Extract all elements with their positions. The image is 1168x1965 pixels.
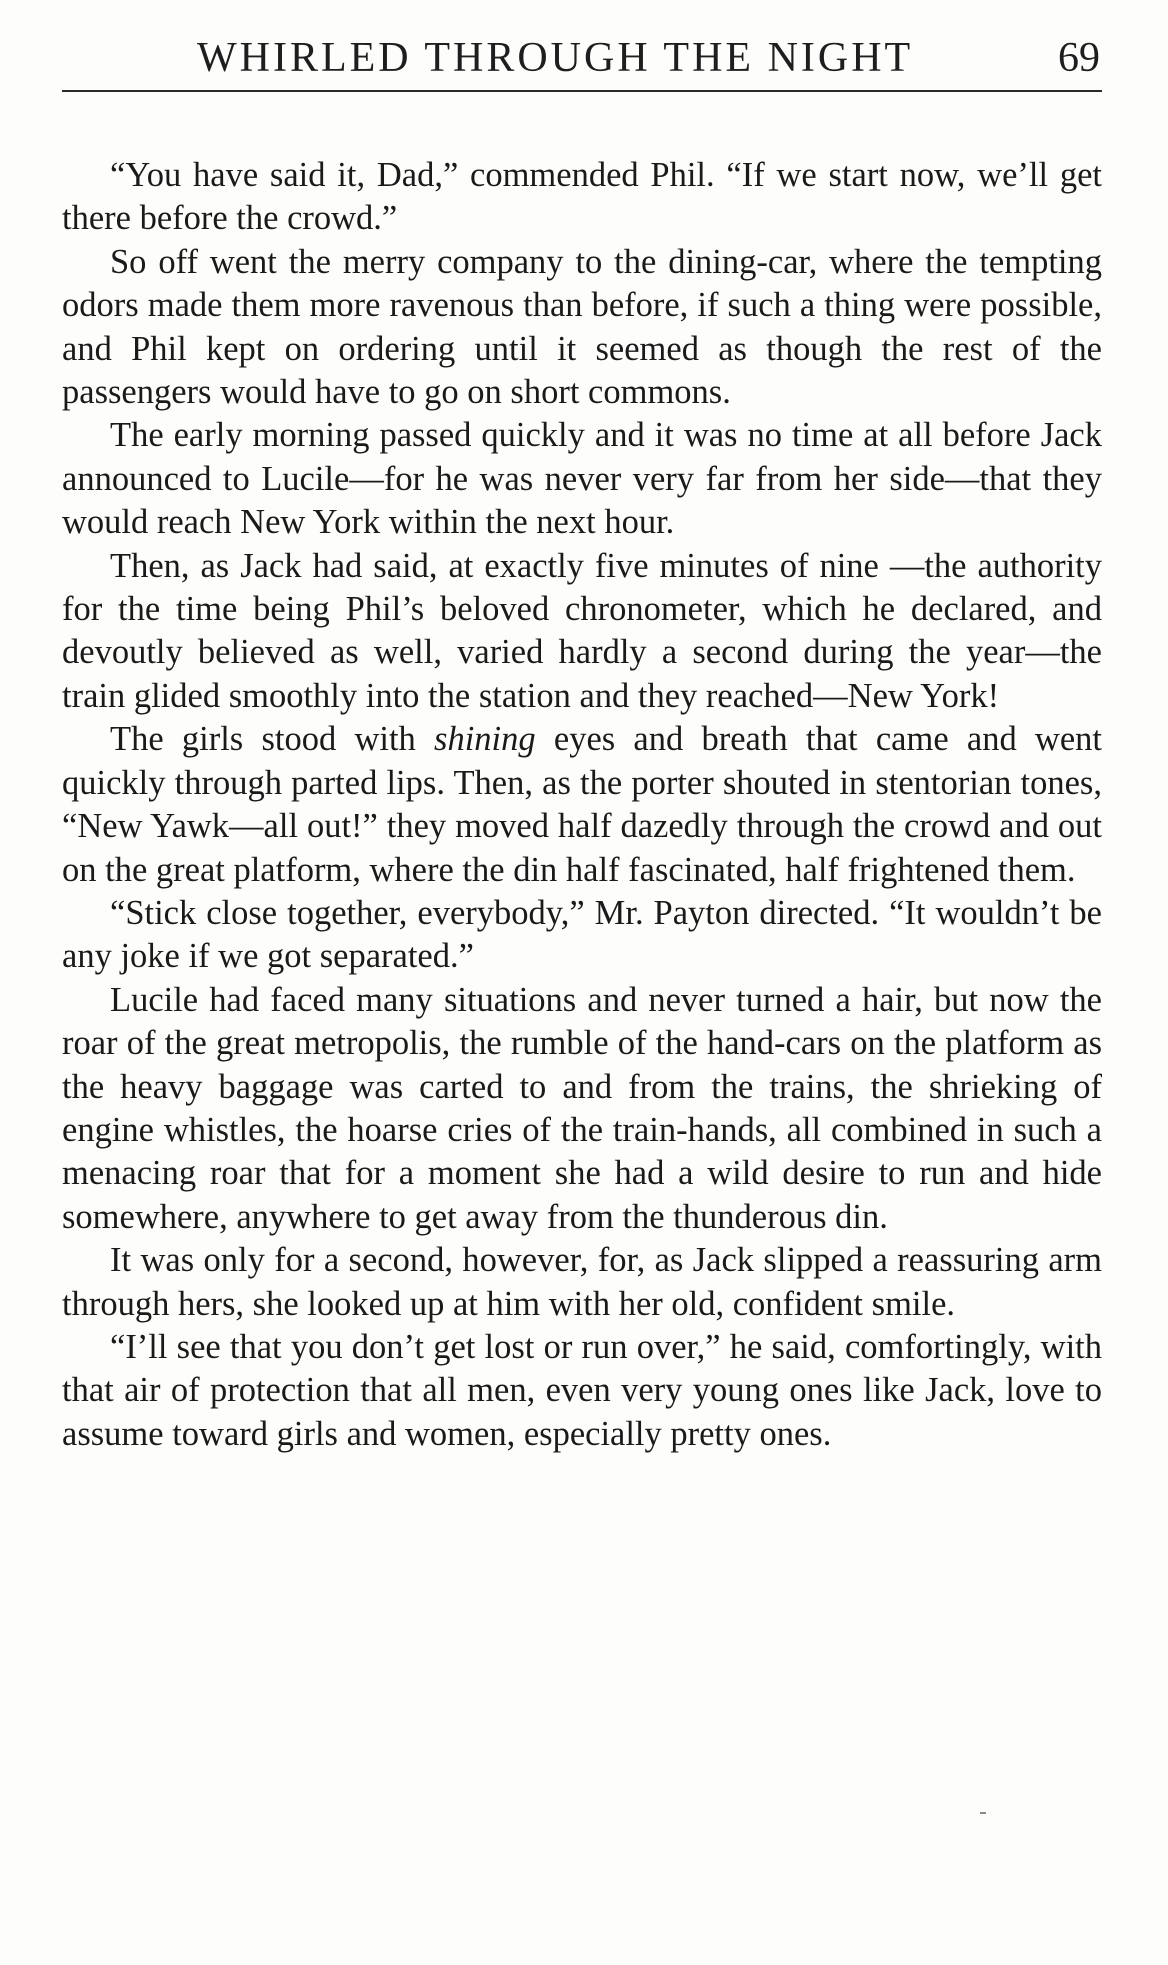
running-header [62, 30, 1102, 92]
paragraph-6: “Stick close together, everybody,” Mr. Payton directed. “It wouldn’t be any joke if we got separated.” [62, 893, 1102, 976]
paragraph-5-part1: The girls stood with [110, 720, 435, 759]
running-title: WHIRLED THROUGH THE NIGHT [197, 35, 914, 81]
print-speck [980, 1812, 986, 1814]
paragraph-8: It was only for a second, however, for, as Jack slipped a reassuring arm through hers, she looked up at him with her old, confident smile. [62, 1241, 1102, 1323]
page-number: 69 [1058, 35, 1100, 81]
paragraph-5-part2: eyes and breath that came and went quickly through parted lips. Then, as the porter shouted in stentorian tones, “New Yawk—all out!” they moved half dazedly through the crowd and out on the great platform, where the din half fascinated, half frightened them. [62, 720, 1102, 889]
paragraph-4: Then, as Jack had said, at exactly five minutes of nine —the authority for the time being Phil’s beloved chronometer, which he declared, and devoutly believed as well, varied hardly a second during the year—the train glided smoothly into the station and they reached—New York! [62, 546, 1102, 715]
paragraph-3: The early morning passed quickly and it was no time at all before Jack announced to Lucile—for he was never very far from her side—that they would reach New York within the next hour. [62, 416, 1102, 542]
paragraph-1: “You have said it, Dad,” commended Phil. “If we start now, we’ll get there before the crowd.” [62, 156, 1102, 238]
paragraph-7: Lucile had faced many situations and never turned a hair, but now the roar of the great metropolis, the rumble of the hand-cars on the platform as the heavy baggage was carted to and from the trains, the shrieking of engine whistles, the hoarse cries of the train-hands, all combined in such a menacing roar that for a moment she had a wild desire to run and hide somewhere, anywhere to get away from the thunderous din. [62, 980, 1102, 1236]
paragraph-9: “I’ll see that you don’t get lost or run over,” he said, comfortingly, with that air of protection that all men, even very young ones like Jack, love to assume toward girls and women, especially pretty ones. [62, 1327, 1102, 1453]
paragraph-5-italic: shining [434, 720, 536, 759]
body-text [62, 154, 1102, 1456]
paragraph-5 [62, 718, 1102, 892]
paragraph-2: So off went the merry company to the dining-car, where the tempting odors made them more ravenous than before, if such a thing were possible, and Phil kept on ordering until it seemed as though the rest of the passengers would have to go on short commons. [62, 242, 1102, 412]
